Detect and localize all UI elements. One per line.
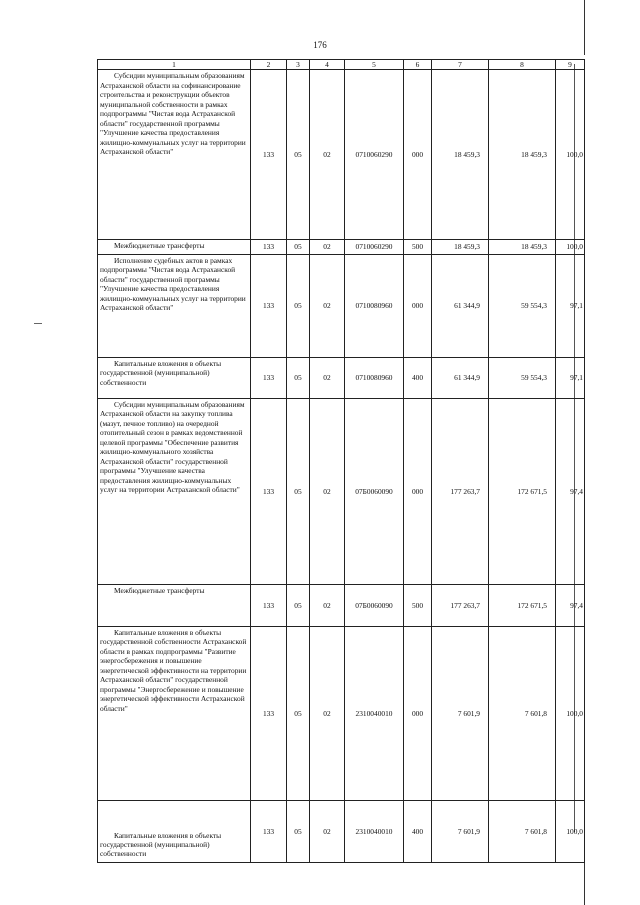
cell-amount-8: 172 671,5 (489, 584, 556, 626)
cell-code-3: 05 (287, 357, 310, 398)
cell-amount-7: 177 263,7 (432, 584, 489, 626)
scan-edge-line-bottom (584, 862, 585, 905)
cell-amount-8: 7 601,8 (489, 626, 556, 800)
column-header: 4 (310, 60, 345, 70)
cell-code-5: 0710080960 (345, 357, 404, 398)
row-name-text: Исполнение судебных актов в рамках подпрограммы "Чистая вода Астраханской области" государственной программы "Улучшение качества предоставления жилищно-коммунальных услуг на территории Астраханской области" (100, 255, 246, 313)
cell-code-4: 02 (310, 800, 345, 862)
cell-amount-7: 7 601,9 (432, 800, 489, 862)
table-row (98, 398, 585, 584)
cell-code-3: 05 (287, 398, 310, 584)
cell-code-4: 02 (310, 70, 345, 240)
cell-percent-9: 100,0 (556, 800, 585, 862)
column-header: 5 (345, 60, 404, 70)
cell-amount-8: 7 601,8 (489, 800, 556, 862)
cell-amount-7: 61 344,9 (432, 254, 489, 357)
row-name-text: Субсидии муниципальным образованиям Астраханской области на закупку топлива (мазут, печное топливо) на очередной отопительный сезон в рамках ведомственной целевой программы "Обеспечение развития жилищно-коммунального хозяйства Астраханской области" государственной программы "Улучшение качества предоставления жилищно-коммунальных услуг на территории Астраханской области" (100, 399, 245, 495)
cell-code-5: 0710080960 (345, 254, 404, 357)
table-row (98, 70, 585, 240)
row-name-text: Межбюджетные трансферты (114, 585, 205, 595)
cell-percent-9: 100,0 (556, 70, 585, 240)
cell-code-2: 133 (251, 254, 287, 357)
row-name-cell (98, 70, 251, 240)
cell-percent-9: 100,0 (556, 626, 585, 800)
cell-amount-7: 61 344,9 (432, 357, 489, 398)
cell-code-3: 05 (287, 584, 310, 626)
cell-code-5: 2310040010 (345, 626, 404, 800)
cell-code-2: 133 (251, 626, 287, 800)
cell-code-6: 000 (404, 70, 432, 240)
row-name-text: Капитальные вложения в объекты государственной (муниципальной) собственности (100, 830, 222, 859)
margin-mark (34, 323, 42, 324)
cell-code-3: 05 (287, 240, 310, 254)
cell-percent-9: 97,1 (556, 254, 585, 357)
cell-amount-7: 18 459,3 (432, 240, 489, 254)
cell-code-4: 02 (310, 357, 345, 398)
cell-code-2: 133 (251, 800, 287, 862)
row-name-cell (98, 584, 251, 626)
cell-amount-8: 59 554,3 (489, 254, 556, 357)
row-name-text: Межбюджетные трансферты (114, 241, 205, 251)
cell-code-6: 500 (404, 584, 432, 626)
table-row (98, 357, 585, 398)
cell-code-5: 0710060290 (345, 240, 404, 254)
cell-code-6: 400 (404, 357, 432, 398)
column-header: 3 (287, 60, 310, 70)
scan-edge-line-top (584, 0, 585, 55)
cell-code-4: 02 (310, 240, 345, 254)
cell-amount-7: 7 601,9 (432, 626, 489, 800)
cell-code-6: 000 (404, 398, 432, 584)
table-row (98, 254, 585, 357)
page-number: 176 (313, 40, 327, 50)
column-header: 9 (556, 60, 585, 70)
cell-code-2: 133 (251, 240, 287, 254)
cell-code-6: 400 (404, 800, 432, 862)
row-name-cell (98, 240, 251, 254)
table-row (98, 584, 585, 626)
cell-amount-7: 177 263,7 (432, 398, 489, 584)
row-name-cell (98, 626, 251, 800)
row-name-cell (98, 254, 251, 357)
column-header: 6 (404, 60, 432, 70)
row-name-text: Капитальные вложения в объекты государственной (муниципальной) собственности (100, 358, 222, 387)
cell-percent-9: 97,1 (556, 357, 585, 398)
table-header-row (98, 60, 585, 70)
table-row (98, 240, 585, 254)
cell-amount-8: 172 671,5 (489, 398, 556, 584)
table-row (98, 800, 585, 862)
row-name-cell (98, 800, 251, 862)
cell-code-6: 000 (404, 626, 432, 800)
cell-amount-8: 18 459,3 (489, 70, 556, 240)
cell-percent-9: 97,4 (556, 398, 585, 584)
cell-code-5: 2310040010 (345, 800, 404, 862)
row-name-text: Капитальные вложения в объекты государственной собственности Астраханской области в рамках подпрограммы "Развитие энергосбережения и повышение энергетической эффективности на территории Астраханской области" государственной программы "Энергосбережение и повышение энергетической эффективности Астраханской области" (100, 627, 247, 713)
row-name-text: Субсидии муниципальным образованиям Астраханской области на софинансирование строительства и реконструкции объектов муниципальной собственности в рамках подпрограммы "Чистая вода Астраханской области" государственной программы "Улучшение качества предоставления жилищно-коммунальных услуг на территории Астраханской области" (100, 71, 246, 157)
cell-code-3: 05 (287, 254, 310, 357)
cell-code-4: 02 (310, 254, 345, 357)
cell-code-2: 133 (251, 584, 287, 626)
cell-code-3: 05 (287, 800, 310, 862)
cell-code-4: 02 (310, 626, 345, 800)
cell-code-5: 07Б0060090 (345, 584, 404, 626)
column-header: 8 (489, 60, 556, 70)
cell-percent-9: 100,0 (556, 240, 585, 254)
cell-code-2: 133 (251, 70, 287, 240)
column-header: 2 (251, 60, 287, 70)
cell-code-6: 000 (404, 254, 432, 357)
column-header: 7 (432, 60, 489, 70)
cell-code-2: 133 (251, 398, 287, 584)
cell-code-3: 05 (287, 70, 310, 240)
row-name-cell (98, 398, 251, 584)
cell-amount-7: 18 459,3 (432, 70, 489, 240)
cell-code-3: 05 (287, 626, 310, 800)
cell-code-4: 02 (310, 398, 345, 584)
table-row (98, 626, 585, 800)
column-header: 1 (98, 60, 251, 70)
cell-amount-8: 18 459,3 (489, 240, 556, 254)
cell-code-5: 07Б0060090 (345, 398, 404, 584)
cell-code-6: 500 (404, 240, 432, 254)
cell-code-2: 133 (251, 357, 287, 398)
cell-amount-8: 59 554,3 (489, 357, 556, 398)
cell-code-4: 02 (310, 584, 345, 626)
budget-table (97, 59, 585, 863)
cell-percent-9: 97,4 (556, 584, 585, 626)
cell-code-5: 0710060290 (345, 70, 404, 240)
row-name-cell (98, 357, 251, 398)
